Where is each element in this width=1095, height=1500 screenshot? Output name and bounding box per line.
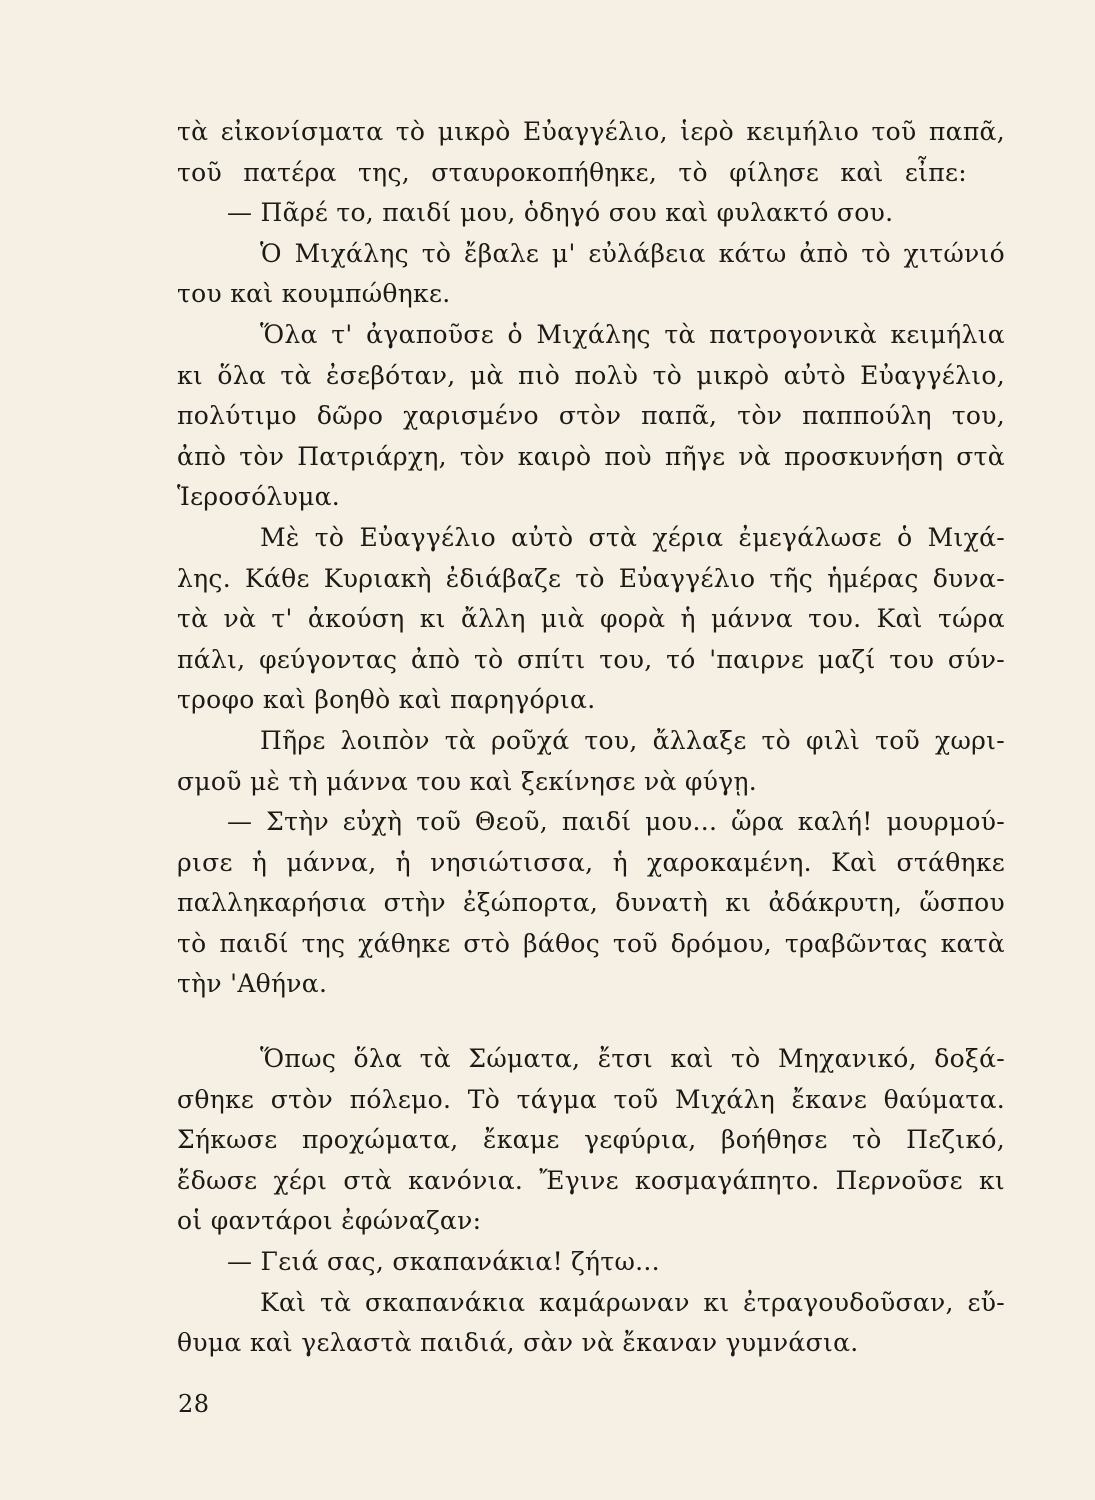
text-line: λης. Κάθε Κυριακὴ ἐδιάβαζε τὸ Εὐαγγέλιο τῆς ἡμέρας δυνα- — [177, 563, 1005, 593]
text-line: — Στὴν εὐχὴ τοῦ Θεοῦ, παιδί μου... ὥρα καλή! μουρμού- — [227, 807, 1005, 837]
page-number: 28 — [178, 1390, 210, 1418]
text-line: σθηκε στὸν πόλεμο. Τὸ τάγμα τοῦ Μιχάλη ἔκανε θαύματα. — [177, 1084, 1005, 1114]
text-line: Μὲ τὸ Εὐαγγέλιο αὐτὸ στὰ χέρια ἐμεγάλωσε ὁ Μιχά- — [260, 522, 1005, 552]
text-line: κι ὅλα τὰ ἐσεβόταν, μὰ πιὸ πολὺ τὸ μικρὸ αὐτὸ Εὐαγγέλιο, — [177, 360, 1005, 390]
text-line: ἔδωσε χέρι στὰ κανόνια. Ἔγινε κοσμαγάπητο. Περνοῦσε κι — [177, 1165, 1005, 1195]
text-line: οἱ φαντάροι ἐφώναζαν: — [177, 1206, 482, 1236]
text-line: του καὶ κουμπώθηκε. — [177, 279, 451, 309]
text-line: τὸ παιδί της χάθηκε στὸ βάθος τοῦ δρόμου, τραβῶντας κατὰ — [177, 928, 1005, 958]
text-line: τροφο καὶ βοηθὸ καὶ παρηγόρια. — [177, 685, 596, 715]
text-line: σμοῦ μὲ τὴ μάννα του καὶ ξεκίνησε νὰ φύγῃ. — [177, 766, 757, 796]
text-line: Ὁ Μιχάλης τὸ ἔβαλε μ' εὐλάβεια κάτω ἀπὸ τὸ χιτώνιό — [260, 238, 1005, 268]
text-line: — Γειά σας, σκαπανάκια! ζήτω... — [227, 1246, 660, 1276]
text-block-2 — [177, 1039, 1005, 1364]
text-block-1 — [177, 112, 1005, 1005]
text-line: πολύτιμο δῶρο χαρισμένο στὸν παπᾶ, τὸν παππούλη του, — [177, 401, 1005, 431]
text-line: τὰ εἰκονίσματα τὸ μικρὸ Εὐαγγέλιο, ἱερὸ κειμήλιο τοῦ παπᾶ, — [177, 117, 1005, 146]
text-line: Ἱεροσόλυμα. — [177, 482, 341, 512]
text-line: ἀπὸ τὸν Πατριάρχη, τὸν καιρὸ ποὺ πῆγε νὰ προσκυνήση στὰ — [177, 441, 1005, 471]
text-line: τὴν 'Αθήνα. — [177, 969, 328, 999]
text-line: παλληκαρήσια στὴν ἐξώπορτα, δυνατὴ κι ἀδάκρυτη, ὥσπου — [177, 888, 1005, 918]
text-line: πάλι, φεύγοντας ἀπὸ τὸ σπίτι του, τό 'παιρνε μαζί του σύν- — [177, 644, 1005, 674]
text-line: Ὅλα τ' ἀγαποῦσε ὁ Μιχάλης τὰ πατρογονικὰ κειμήλια — [260, 319, 1005, 349]
text-line: Ὅπως ὅλα τὰ Σώματα, ἔτσι καὶ τὸ Μηχανικό, δοξά- — [260, 1044, 1005, 1073]
text-line: Σήκωσε προχώματα, ἔκαμε γεφύρια, βοήθησε τὸ Πεζικό, — [177, 1125, 1005, 1155]
text-line: ρισε ἡ μάννα, ἡ νησιώτισσα, ἡ χαροκαμένη. Καὶ στάθηκε — [177, 847, 1005, 877]
text-line: Καὶ τὰ σκαπανάκια καμάρωναν κι ἐτραγουδοῦσαν, εὔ- — [260, 1287, 1005, 1317]
text-line: τὰ νὰ τ' ἀκούση κι ἄλλη μιὰ φορὰ ἡ μάννα του. Καὶ τώρα — [177, 604, 1005, 634]
text-line: τοῦ πατέρα της, σταυροκοπήθηκε, τὸ φίλησε καὶ εἶπε: — [177, 157, 967, 187]
text-line: θυμα καὶ γελαστὰ παιδιά, σὰν νὰ ἔκαναν γυμνάσια. — [177, 1328, 859, 1358]
text-line: — Πᾶρέ το, παιδί μου, ὁδηγό σου καὶ φυλακτό σου. — [227, 198, 894, 228]
text-line: Πῆρε λοιπὸν τὰ ροῦχά του, ἄλλαξε τὸ φιλὶ τοῦ χωρι- — [260, 725, 1005, 755]
